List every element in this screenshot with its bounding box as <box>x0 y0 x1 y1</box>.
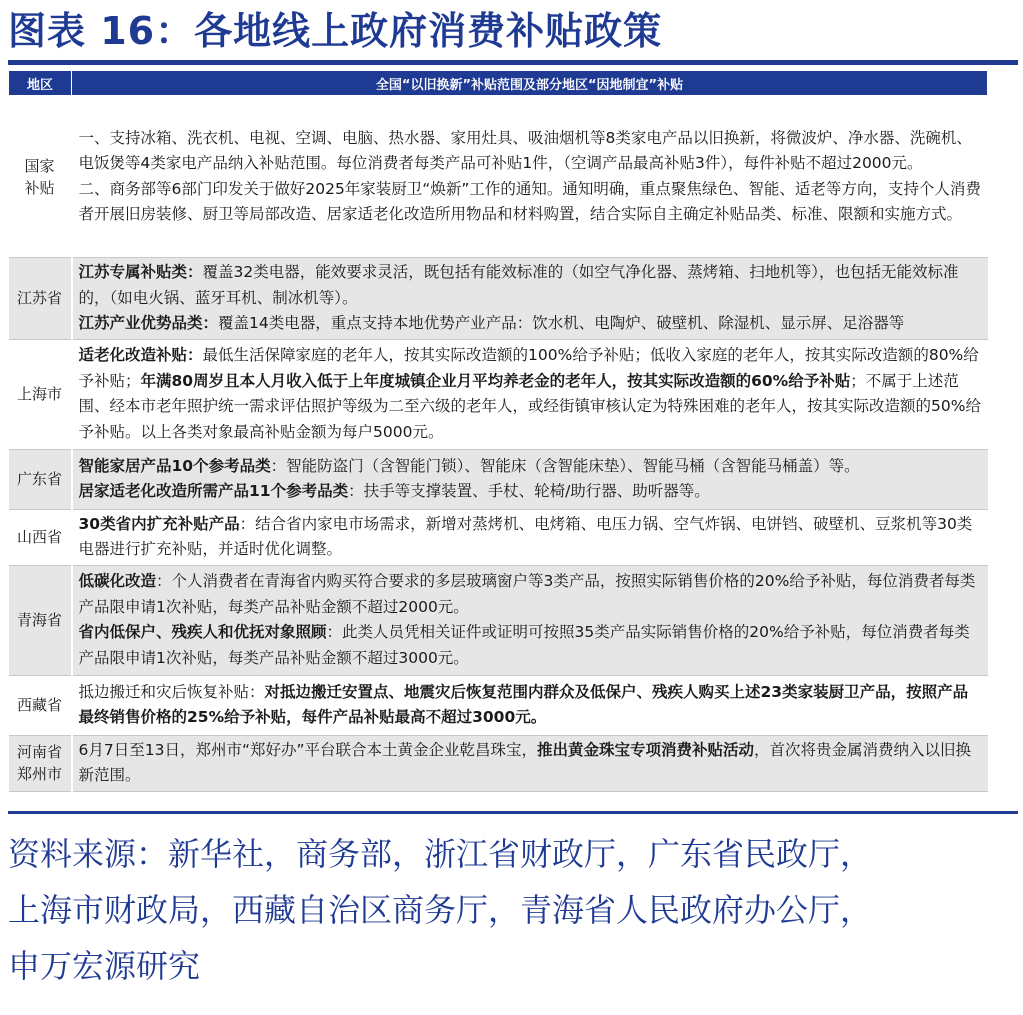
page-title: 图表 16：各地线上政府消费补贴政策 <box>8 9 663 53</box>
table-row <box>9 509 988 565</box>
region-cell: 青海省 <box>9 565 72 675</box>
table-row <box>9 449 988 509</box>
header-region: 地区 <box>9 71 72 96</box>
policy-text: ：个人消费者在青海省内购买符合要求的多层玻璃窗户等3类产品，按照实际销售价格的20%给予补贴，每位消费者每类产品限申请1次补贴，每类产品补贴金额不超过2000元。 <box>78 572 976 616</box>
policy-paragraph <box>79 311 982 337</box>
source-line: 上海市财政局，西藏自治区商务厅，青海省人民政府办公厅， <box>8 891 873 929</box>
table-row <box>9 565 988 675</box>
region-cell: 西藏省 <box>9 675 72 735</box>
policy-cell <box>72 449 988 509</box>
policy-table <box>8 70 988 792</box>
policy-text: 一、支持冰箱、洗衣机、电视、空调、电脑、热水器、家用灶具、吸油烟机等8类家电产品以旧换新，将微波炉、净水器、洗碗机、电饭煲等4类家电产品纳入补贴范围。每位消费者每类产品可补贴1件，（空调产品最高补贴3件），每件补贴不超过2000元。 <box>78 128 972 172</box>
table-header-row <box>9 71 988 96</box>
policy-cell <box>72 509 988 565</box>
policy-text: 覆盖14类电器，重点支持本地优势产业产品：饮水机、电陶炉、破壁机、除湿机、显示屏、足浴器等 <box>218 314 905 332</box>
region-cell: 广东省 <box>9 449 72 509</box>
table-row <box>9 258 988 340</box>
policy-cell <box>72 96 988 258</box>
policy-text: ：结合省内家电市场需求，新增对蒸烤机、电烤箱、电压力锅、空气炸锅、电饼铛、破壁机、豆浆机等30类电器进行扩充补贴，并适时优化调整。 <box>78 514 973 558</box>
policy-paragraph <box>79 454 982 480</box>
policy-paragraph <box>79 260 982 311</box>
policy-text-bold: 省内低保户、残疾人和优抚对象照顾 <box>78 623 327 641</box>
region-cell: 山西省 <box>9 509 72 565</box>
policy-text: ：扶手等支撑装置、手杖、轮椅/助行器、助听器等。 <box>348 482 710 500</box>
policy-text: ，首次将贵金属消费纳入以旧换新范围。 <box>78 740 972 784</box>
policy-text-bold: 对抵边搬迁安置点、地震灾后恢复范围内群众及低保户、残疾人购买上述23类家装厨卫产品，按照产品最终销售价格的25%给予补贴，每件产品补贴最高不超过3000元。 <box>78 682 969 726</box>
region-cell: 国家 补贴 <box>9 96 72 258</box>
policy-paragraph <box>79 569 982 620</box>
policy-text: ：此类人员凭相关证件或证明可按照35类产品实际销售价格的20%给予补贴，每位消费者每类产品限申请1次补贴，每类产品补贴金额不超过3000元。 <box>78 623 970 667</box>
table-row <box>9 339 988 449</box>
header-policy: 全国“以旧换新”补贴范围及部分地区“因地制宜”补贴 <box>72 71 988 96</box>
region-cell: 江苏省 <box>9 258 72 340</box>
policy-text-bold: 年满80周岁且本人月收入低于上年度城镇企业月平均养老金的老年人，按其实际改造额的60%给予补贴 <box>140 371 851 390</box>
policy-text-bold: 智能家居产品10个参考品类 <box>78 456 271 475</box>
policy-cell <box>72 675 988 735</box>
policy-cell <box>72 258 988 340</box>
policy-cell <box>72 339 988 449</box>
policy-text-bold: 江苏产业优势品类： <box>78 314 219 332</box>
policy-paragraph <box>79 620 982 671</box>
policy-paragraph <box>79 343 982 445</box>
source-line: 资料来源：新华社，商务部，浙江省财政厅，广东省民政厅， <box>8 835 873 873</box>
policy-cell <box>72 735 988 791</box>
source-line: 申万宏源研究 <box>8 947 201 985</box>
policy-text-bold: 适老化改造补贴： <box>78 346 203 364</box>
policy-cell <box>72 565 988 675</box>
policy-paragraph <box>79 512 982 563</box>
policy-text: 二、商务部等6部门印发关于做好2025年家装厨卫“焕新”工作的通知。通知明确，重点聚焦绿色、智能、适老等方向，支持个人消费者开展旧房装修、厨卫等局部改造、居家适老化改造所用物品和材料购置，结合实际自主确定补贴品类、标准、限额和实施方式。 <box>78 179 981 223</box>
policy-text: 覆盖32类电器，能效要求灵活，既包括有能效标准的（如空气净化器、蒸烤箱、扫地机等），也包括无能效标准的，（如电火锅、蓝牙耳机、制冰机等）。 <box>78 263 959 307</box>
policy-text: 6月7日至13日，郑州市“郑好办”平台联合本土黄金企业乾昌珠宝， <box>78 740 538 759</box>
region-cell: 河南省 郑州市 <box>9 735 72 791</box>
policy-text-bold: 30类省内扩充补贴产品 <box>78 514 240 533</box>
policy-text-bold: 江苏专属补贴类： <box>78 263 203 281</box>
policy-text: ：智能防盗门（含智能门锁）、智能床（含智能床垫）、智能马桶（含智能马桶盖）等。 <box>270 456 860 475</box>
policy-paragraph <box>79 177 982 228</box>
policy-text: 最低生活保障家庭的老年人，按其实际改造额的100%给予补贴；低收入家庭的老年人，按其实际改造额的80%给予补贴； <box>78 346 979 390</box>
table-row <box>9 96 988 258</box>
policy-text-bold: 推出黄金珠宝专项消费补贴活动 <box>537 740 755 759</box>
table-bottom-rule <box>8 811 1018 814</box>
table-body <box>9 96 988 792</box>
title-rule <box>8 60 1018 65</box>
policy-paragraph <box>79 680 982 731</box>
policy-paragraph <box>79 479 982 505</box>
policy-text-bold: 居家适老化改造所需产品11个参考品类 <box>78 482 349 500</box>
policy-text: ；不属于上述范围、经本市老年照护统一需求评估照护等级为二至六级的老年人，或经街镇审核认定为特殊困难的老年人，按其实际改造额的50%给予补贴。以上各类对象最高补贴金额为每户5000元。 <box>78 371 981 441</box>
policy-text: 抵边搬迁和灾后恢复补贴： <box>78 682 265 701</box>
region-cell: 上海市 <box>9 339 72 449</box>
policy-text-bold: 低碳化改造 <box>78 572 157 590</box>
table-row <box>9 675 988 735</box>
policy-paragraph <box>79 126 982 177</box>
source-note <box>8 826 1018 994</box>
table-row <box>9 735 988 791</box>
policy-paragraph <box>79 738 982 789</box>
